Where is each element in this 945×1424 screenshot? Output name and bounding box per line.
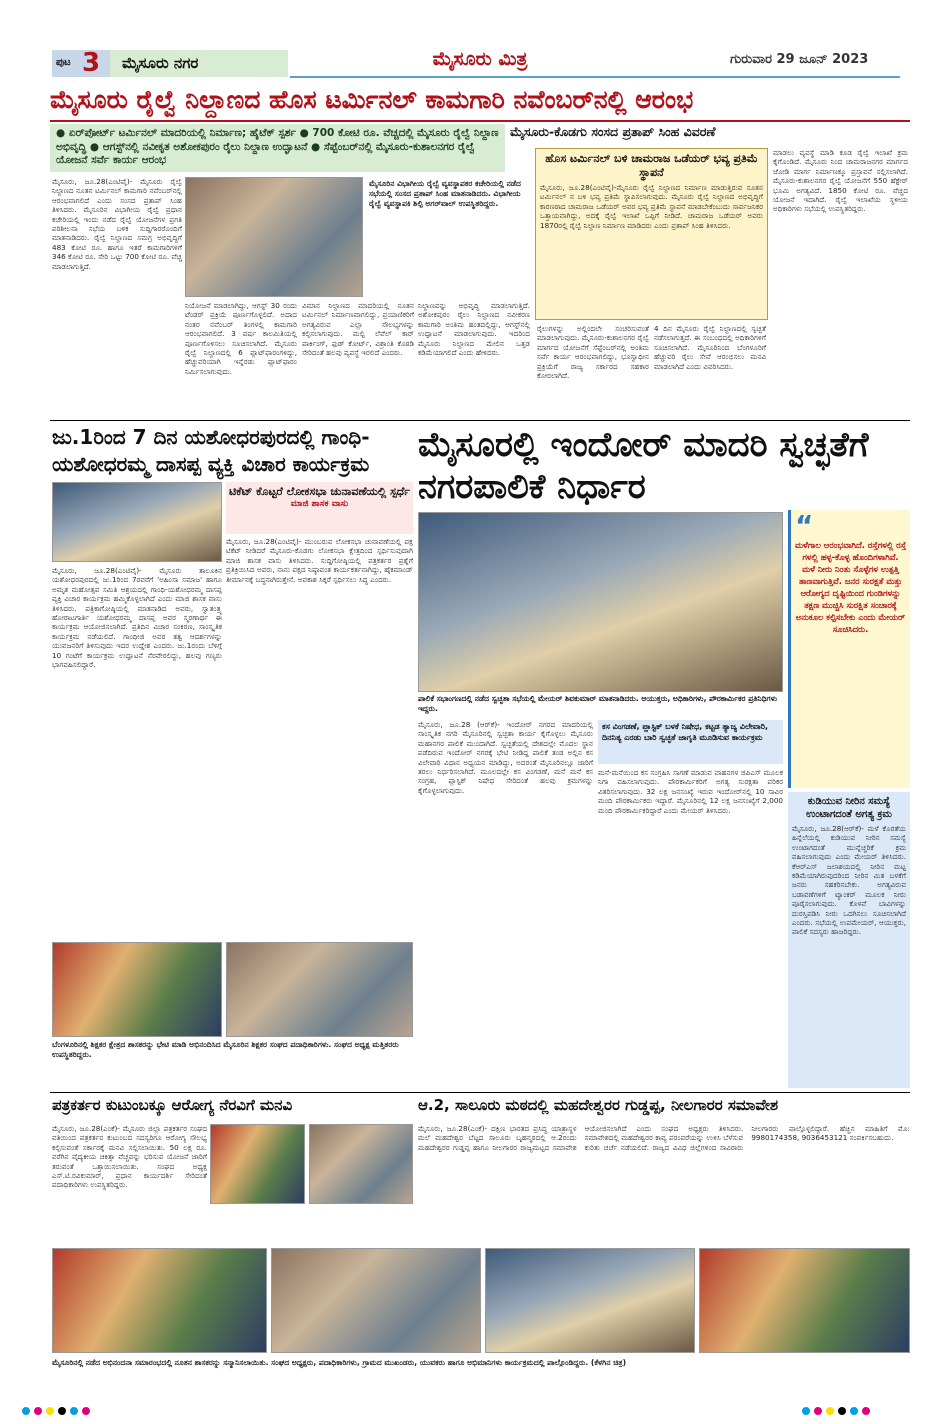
- story2-photo-caption: ಬೆಂಗಳೂರಿನಲ್ಲಿ ಶಿಕ್ಷಕರ ಕ್ಷೇತ್ರದ ಶಾಸಕರನ್ನು ಭೇಟಿ ಮಾಡಿ ಅಭಿನಂದಿಸಿದ ಮೈಸೂರಿನ ಶಿಕ್ಷಕರ ಸಂಘದ ಪದಾಧಿಕಾರಿಗಳು. ಸಂಘದ ಅಧ್ಯಕ್ಷ ಮತ್ತಿತರರು ಉಪಸ್ಥಿತರಿದ್ದರು.: [52, 1040, 399, 1059]
- lead-sidehead: ಮೈಸೂರು-ಕೊಡಗು ಸಂಸದ ಪ್ರತಾಪ್ ಸಿಂಹ ವಿವರಣೆ: [510, 124, 716, 139]
- quote-box: [788, 510, 910, 788]
- lead-col3: ವಿಮಾನ ನಿಲ್ದಾಣದ ಮಾದರಿಯಲ್ಲಿ ನೂತನ ಟರ್ಮಿನಲ್ ನಿರ್ಮಾಣವಾಗಲಿದ್ದು, ಪ್ರಯಾಣಿಕರಿಗೆ ಅಗತ್ಯವಿರುವ ಎಲ್ಲಾ ಸೌಲಭ್ಯಗಳನ್ನು ಕಲ್ಪಿಸಲಾಗುವುದು. ಮಲ್ಟಿ ಲೆವೆಲ್ ಕಾರ್ ಪಾರ್ಕಿಂಗ್, ಫುಡ್ ಕೋರ್ಟ್, ವಿಶ್ರಾಂತಿ ಕೊಠಡಿ ಸೇರಿದಂತೆ ಹಲವು ವ್ಯವಸ್ಥೆ ಇರಲಿದೆ ಎಂದರು.: [302, 301, 417, 358]
- section-name-box: [110, 50, 288, 77]
- bottom-photo-3: [485, 1248, 695, 1353]
- masthead-rule: [290, 76, 900, 78]
- lead-col5: ರೈಲುಗಳನ್ನು ಅಲ್ಲಿಂದಲೇ ಸಂಚರಿಸುವಂತೆ ಮಾಡಲಾಗುವುದು. ಮೈಸೂರು-ಕುಶಾಲನಗರ ರೈಲ್ವೆ ಮಾರ್ಗದ ಯೋಜನೆಗೆ ಸೆಪ್ಟೆಂಬರ್‌ನಲ್ಲಿ ಅಂತಿಮ ಸರ್ವೆ ಕಾರ್ಯ ಆರಂಭವಾಗಲಿದ್ದು, ಭೂಸ್ವಾಧೀನ ಪ್ರಕ್ರಿಯೆಗೆ ರಾಜ್ಯ ಸರ್ಕಾರದ ಸಹಕಾರ ಕೋರಲಾಗಿದೆ.: [537, 324, 652, 381]
- bottom-photo-1: [52, 1248, 267, 1353]
- story3-col1: ಮೈಸೂರು, ಜೂ.28 (ಆರ್‌ಕೆ)- ಇಂದೋರ್ ನಗರದ ಮಾದರಿಯಲ್ಲಿ ಸಾಂಸ್ಕೃತಿಕ ನಗರಿ ಮೈಸೂರಿನಲ್ಲಿ ಸ್ವಚ್ಛತಾ ಕಾರ್ಯ ಕೈಗೊಳ್ಳಲು ಮೈಸೂರು ಮಹಾನಗರ ಪಾಲಿಕೆ ಮುಂದಾಗಿದೆ. ಸ್ವಚ್ಛತೆಯಲ್ಲಿ ದೇಶದಲ್ಲೇ ಮೊದಲ ಸ್ಥಾನ ಪಡೆದಿರುವ ಇಂದೋರ್ ನಗರಕ್ಕೆ ಭೇಟಿ ನೀಡಿದ್ದ ಪಾಲಿಕೆ ತಂಡ ಅಲ್ಲಿನ ಕಸ ವಿಲೇವಾರಿ ವಿಧಾನ ಅಧ್ಯಯನ ಮಾಡಿದ್ದು, ಅದರಂತೆ ಮೈಸೂರಿನಲ್ಲೂ ಜಾರಿಗೆ ತರಲು ನಿರ್ಧರಿಸಲಾಗಿದೆ. ಮೂಲದಲ್ಲೇ ಕಸ ವಿಂಗಡಣೆ, ಮನೆ ಮನೆ ಕಸ ಸಂಗ್ರಹ, ಪ್ಲಾಸ್ಟಿಕ್ ನಿಷೇಧ ಸೇರಿದಂತೆ ಹಲವು ಕ್ರಮಗಳನ್ನು ಕೈಗೊಳ್ಳಲಾಗುವುದು.: [418, 720, 596, 795]
- story3-caption: ಪಾಲಿಕೆ ಸಭಾಂಗಣದಲ್ಲಿ ನಡೆದ ಸ್ವಚ್ಛತಾ ಸಭೆಯಲ್ಲಿ ಮೇಯರ್ ಶಿವಕುಮಾರ್ ಮಾತನಾಡಿದರು. ಆಯುಕ್ತರು, ಅಧಿಕಾರಿಗಳು, ಪೌರಕಾರ್ಮಿಕರ ಪ್ರತಿನಿಧಿಗಳು ಇದ್ದರು.: [418, 694, 778, 713]
- story4-headline: ಪತ್ರಕರ್ತರ ಕುಟುಂಬಕ್ಕೂ ಆರೋಗ್ಯ ನೆರವಿಗೆ ಮನವಿ: [52, 1096, 293, 1114]
- page-label: ಪುಟ: [56, 57, 71, 68]
- lead-col2: ನಿಯೋಜನೆ ಮಾಡಲಾಗಿದ್ದು, ಆಗಸ್ಟ್ 30 ರಂದು ಟೆಂಡರ್ ಪ್ರಕ್ರಿಯೆ ಪೂರ್ಣಗೊಳ್ಳಲಿದೆ. ಅದಾದ ನಂತರ ನವೆಂಬರ್ ತಿಂಗಳಲ್ಲಿ ಕಾಮಗಾರಿ ಆರಂಭವಾಗಲಿದೆ. 3 ವರ್ಷ ಕಾಲಮಿತಿಯಲ್ಲಿ ಪೂರ್ಣಗೊಳಿಸಲು ಸೂಚಿಸಲಾಗಿದೆ. ಮೈಸೂರು ರೈಲ್ವೆ ನಿಲ್ದಾಣದಲ್ಲಿ 6 ಪ್ಲಾಟ್‌ಫಾರಂಗಳಿದ್ದು, ಹೆಚ್ಚುವರಿಯಾಗಿ ಇನ್ನೆರಡು ಪ್ಲಾಟ್‌ಫಾರಂ ನಿರ್ಮಿಸಲಾಗುವುದು.: [185, 301, 300, 376]
- lead-deck: [50, 124, 505, 172]
- inset-box: [598, 720, 783, 764]
- lead-headline: ಮೈಸೂರು ರೈಲ್ವೆ ನಿಲ್ದಾಣದ ಹೊಸ ಟರ್ಮಿನಲ್ ಕಾಮಗಾರಿ ನವೆಂಬರ್‌ನಲ್ಲಿ ಆರಂಭ: [50, 85, 694, 114]
- story3-col2: ಮನೆ-ಮನೆಯಿಂದ ಕಸ ಸಂಗ್ರಹಿಸಿ ಸಾಗಣೆ ಮಾಡುವ ವಾಹನಗಳ ಜಿಪಿಎಸ್ ಮೂಲಕ ನಿಗಾ ವಹಿಸಲಾಗುವುದು. ಪೌರಕಾರ್ಮಿಕರಿಗೆ ಅಗತ್ಯ ಸುರಕ್ಷತಾ ಪರಿಕರ ವಿತರಿಸಲಾಗುವುದು. 32 ಲಕ್ಷ ಜನಸಂಖ್ಯೆ ಇರುವ ಇಂದೋರ್‌ನಲ್ಲಿ 10 ಸಾವಿರ ಮಂದಿ ಪೌರಕಾರ್ಮಿಕರು ಇದ್ದಾರೆ. ಮೈಸೂರಿನಲ್ಲಿ 12 ಲಕ್ಷ ಜನಸಂಖ್ಯೆಗೆ 2,000 ಮಂದಿ ಪೌರಕಾರ್ಮಿಕರಿದ್ದಾರೆ ಎಂದು ಮೇಯರ್ ತಿಳಿಸಿದರು.: [598, 768, 786, 815]
- registration-marks-left: [20, 1400, 140, 1414]
- story2-group-photo-1: [52, 942, 222, 1037]
- ticket-box-text: ಮೈಸೂರು, ಜೂ.28(ಎಂಟಿವೈ)- ಮುಂಬರುವ ಲೋಕಸಭಾ ಚುನಾವಣೆಯಲ್ಲಿ ಪಕ್ಷ ಟಿಕೆಟ್ ನೀಡಿದರೆ ಮೈಸೂರು-ಕೊಡಗು ಲೋಕಸಭಾ ಕ್ಷೇತ್ರದಿಂದ ಸ್ಪರ್ಧಿಸುವುದಾಗಿ ಮಾಜಿ ಶಾಸಕ ವಾಸು ತಿಳಿಸಿದರು. ಸುದ್ದಿಗೋಷ್ಠಿಯಲ್ಲಿ ಪತ್ರಕರ್ತರ ಪ್ರಶ್ನೆಗೆ ಪ್ರತಿಕ್ರಿಯಿಸಿದ ಅವರು, ನಾನು ಪಕ್ಷದ ನಿಷ್ಠಾವಂತ ಕಾರ್ಯಕರ್ತನಾಗಿದ್ದು, ಹೈಕಮಾಂಡ್ ತೀರ್ಮಾನಕ್ಕೆ ಬದ್ಧನಾಗಿರುತ್ತೇನೆ. ಅವಕಾಶ ಸಿಕ್ಕರೆ ಸ್ಪರ್ಧಿಸಲು ಸಿದ್ಧ ಎಂದರು.: [226, 537, 416, 584]
- inset-text: ಕಸ ವಿಂಗಡಣೆ, ಪ್ಲಾಸ್ಟಿಕ್ ಬಳಕೆ ನಿಷೇಧ, ಕಟ್ಟಡ ತ್ಯಾಜ್ಯ ವಿಲೇವಾರಿ, ದಿನನಿತ್ಯ ಎರಡು ಬಾರಿ ಸ್ವಚ್ಛತೆ ಜಾಗೃತಿ ಮೂಡಿಸುವ ಕಾರ್ಯಕ್ರಮ: [602, 722, 768, 742]
- story3-headline: ಮೈಸೂರಲ್ಲಿ ಇಂದೋರ್ ಮಾದರಿ ಸ್ವಚ್ಛತೆಗೆ ನಗರಪಾಲಿಕೆ ನಿರ್ಧಾರ: [418, 425, 869, 507]
- story4-text: ಮೈಸೂರು, ಜೂ.28(ಎಂಕೆ)- ಮೈಸೂರು ಜಿಲ್ಲಾ ಪತ್ರಕರ್ತರ ಸಂಘದ ವತಿಯಿಂದ ಪತ್ರಕರ್ತರ ಕುಟುಂಬದ ಸದಸ್ಯರಿಗೂ ಆರೋಗ್ಯ ಸೌಲಭ್ಯ ಕಲ್ಪಿಸುವಂತೆ ಸರ್ಕಾರಕ್ಕೆ ಮನವಿ ಸಲ್ಲಿಸಲಾಯಿತು. 50 ಲಕ್ಷ ರೂ. ವರೆಗಿನ ವೈದ್ಯಕೀಯ ಚಿಕಿತ್ಸಾ ವೆಚ್ಚವನ್ನು ಭರಿಸುವ ಯೋಜನೆ ಜಾರಿಗೆ ತರುವಂತೆ ಒತ್ತಾಯಿಸಲಾಯಿತು. ಸಂಘದ ಅಧ್ಯಕ್ಷ ಎಸ್.ಟಿ.ರವಿಕುಮಾರ್, ಪ್ರಧಾನ ಕಾರ್ಯದರ್ಶಿ ಸೇರಿದಂತೆ ಪದಾಧಿಕಾರಿಗಳು ಉಪಸ್ಥಿತರಿದ್ದರು.: [52, 1124, 210, 1190]
- registration-marks-right: [800, 1400, 920, 1414]
- story3-photo: [418, 512, 783, 692]
- story5-headline: ಆ.2, ಸಾಲೂರು ಮಠದಲ್ಲಿ ಮಹದೇಶ್ವರರ ಗುಡ್ಡಪ್ಪ, ನೀಲಗಾರರ ಸಮಾವೇಶ: [418, 1096, 779, 1114]
- masthead: [0, 0, 945, 80]
- quote-mark-icon: “: [795, 509, 814, 542]
- lead-col6: 4 ದಿನ ಮೈಸೂರು ರೈಲ್ವೆ ನಿಲ್ದಾಣದಲ್ಲಿ ಸ್ವಚ್ಛತೆ ನಡೆಸಲಾಗುತ್ತದೆ. ಈ ಸಂಬಂಧದಲ್ಲಿ ಅಧಿಕಾರಿಗಳಿಗೆ ಸೂಚಿಸಲಾಗಿದೆ. ಮೈಸೂರಿನಿಂದ ಬೆಂಗಳೂರಿಗೆ ಹೆಚ್ಚುವರಿ ರೈಲು ಸೇವೆ ಆರಂಭಿಸಲು ಮನವಿ ಮಾಡಲಾಗಿದೆ ಎಂದು ವಿವರಿಸಿದರು.: [654, 324, 769, 371]
- water-box: [788, 792, 910, 1088]
- meeting-photo-caption: ಮೈಸೂರಿನ ವಿಭಾಗೀಯ ರೈಲ್ವೆ ವ್ಯವಸ್ಥಾಪಕರ ಕಚೇರಿಯಲ್ಲಿ ನಡೆದ ಸಭೆಯಲ್ಲಿ ಸಂಸದ ಪ್ರತಾಪ್ ಸಿಂಹ ಮಾತನಾಡಿದರು. ವಿಭಾಗೀಯ ರೈಲ್ವೆ ವ್ಯವಸ್ಥಾಪಕಿ ಶಿಲ್ಪಿ ಅಗರ್‌ವಾಲ್ ಉಪಸ್ಥಿತರಿದ್ದರು.: [367, 177, 532, 297]
- water-box-title: ಕುಡಿಯುವ ನೀರಿನ ಸಮಸ್ಯೆ ಉಂಟಾಗದಂತೆ ಅಗತ್ಯ ಕ್ರಮ: [806, 796, 892, 820]
- meeting-photo: [185, 177, 363, 297]
- statue-box: [535, 148, 768, 320]
- story2-headline: ಜು.1ರಿಂದ 7 ದಿನ ಯಶೋಧರಪುರದಲ್ಲಿ ಗಾಂಧಿ-ಯಶೋಧರಮ್ಮ ದಾಸಪ್ಪ ವ್ಯಕ್ತಿ ವಿಚಾರ ಕಾರ್ಯಕ್ರಮ: [52, 425, 370, 476]
- story2-photo: [52, 482, 222, 562]
- lead-col7: ಮಾಡಲು ವ್ಯವಸ್ಥೆ ಮಾಡಿ ಕೂಡ ರೈಲ್ವೆ ಇಲಾಖೆ ಕ್ರಮ ಕೈಗೊಂಡಿದೆ. ಮೈಸೂರು ನಿಂದ ಚಾಮರಾಜನಗರ ಮಾರ್ಗದ ಜೋಡಿ ಮಾರ್ಗ ನಿರ್ಮಾಣಕ್ಕೂ ಪ್ರಸ್ತಾವನೆ ಸಲ್ಲಿಸಲಾಗಿದೆ. ಮೈಸೂರು-ಕುಶಾಲನಗರ ರೈಲ್ವೆ ಯೋಜನೆಗೆ 550 ಹೆಕ್ಟೇರ್ ಭೂಮಿ ಅಗತ್ಯವಿದೆ. 1850 ಕೋಟಿ ರೂ. ವೆಚ್ಚದ ಯೋಜನೆ ಇದಾಗಿದೆ. ರೈಲ್ವೆ ಇಲಾಖೆಯ ಸ್ಥಳೀಯ ಅಧಿಕಾರಿಗಳು ಸಭೆಯಲ್ಲಿ ಉಪಸ್ಥಿತರಿದ್ದರು.: [773, 148, 911, 214]
- issue-date: ಗುರುವಾರ 29 ಜೂನ್ 2023: [730, 52, 869, 67]
- lead-deck-text: ● ಏರ್‌ಪೋರ್ಟ್ ಟರ್ಮಿನಲ್ ಮಾದರಿಯಲ್ಲಿ ನಿರ್ಮಾಣ; ಹೈಟೆಕ್ ಸ್ಪರ್ಶ ● 700 ಕೋಟಿ ರೂ. ವೆಚ್ಚದಲ್ಲಿ ಮೈಸೂರು ರೈಲ್ವೆ ನಿಲ್ದಾಣ ಅಭಿವೃದ್ಧಿ ● ಆಗಸ್ಟ್‌ನಲ್ಲಿ ನವೀಕೃತ ಅಶೋಕಪುರಂ ರೈಲು ನಿಲ್ದಾಣ ಉದ್ಘಾಟನೆ ● ಸೆಪ್ಟೆಂಬರ್‌ನಲ್ಲಿ ಮೈಸೂರು-ಕುಶಾಲನಗರ ರೈಲ್ವೆ ಯೋಜನೆ ಸರ್ವೆ ಕಾರ್ಯ ಆರಂಭ: [56, 127, 499, 166]
- ticket-box: [226, 482, 413, 534]
- lead-col1: ಮೈಸೂರು, ಜೂ.28(ಎಂಟಿವೈ)- ಮೈಸೂರು ರೈಲ್ವೆ ನಿಲ್ದಾಣದ ನೂತನ ಟರ್ಮಿನಲ್ ಕಾಮಗಾರಿ ನವೆಂಬರ್‌ನಲ್ಲಿ ಆರಂಭವಾಗಲಿದೆ ಎಂದು ಸಂಸದ ಪ್ರತಾಪ್ ಸಿಂಹ ತಿಳಿಸಿದರು. ಮೈಸೂರಿನ ವಿಭಾಗೀಯ ರೈಲ್ವೆ ಪ್ರಧಾನ ಕಚೇರಿಯಲ್ಲಿ ಇಂದು ನಡೆದ ರೈಲ್ವೆ ಯೋಜನೆಗಳ ಪ್ರಗತಿ ಪರಿಶೀಲನಾ ಸಭೆಯ ಬಳಿಕ ಸುದ್ದಿಗಾರರೊಂದಿಗೆ ಮಾತನಾಡಿದರು. ರೈಲ್ವೆ ನಿಲ್ದಾಣದ ಸಮಗ್ರ ಅಭಿವೃದ್ಧಿಗೆ 483 ಕೋಟಿ ರೂ. ಹಾಗೂ ಇತರೆ ಕಾಮಗಾರಿಗಳಿಗೆ 346 ಕೋಟಿ ರೂ. ಸೇರಿ ಒಟ್ಟು 700 ಕೋಟಿ ರೂ. ವೆಚ್ಚ ಮಾಡಲಾಗುತ್ತಿದೆ.: [52, 177, 185, 271]
- mid-bottom-rule: [50, 1092, 910, 1093]
- bottom-photo-4: [699, 1248, 910, 1353]
- story4-photo-1: [210, 1124, 305, 1204]
- section-name: ಮೈಸೂರು ನಗರ: [122, 54, 199, 72]
- statue-box-title: ಹೊಸ ಟರ್ಮಿನಲ್ ಬಳಿ ಚಾಮರಾಜ ಒಡೆಯರ್ ಭವ್ಯ ಪ್ರತಿಮೆ ಸ್ಥಾಪನೆ: [545, 152, 758, 179]
- story5-text: ಮೈಸೂರು, ಜೂ.28(ಎಂಕೆ)- ದಕ್ಷಿಣ ಭಾರತದ ಪ್ರಸಿದ್ಧ ಯಾತ್ರಾಸ್ಥಳ ಮಲೆ ಮಹದೇಶ್ವರ ಬೆಟ್ಟದ ಸಾಲೂರು ಬೃಹನ್ಮಠದಲ್ಲಿ ಆ.2ರಂದು ಮಹದೇಶ್ವರರ ಗುಡ್ಡಪ್ಪ ಹಾಗೂ ನೀಲಗಾರರ ರಾಜ್ಯಮಟ್ಟದ ಸಮಾವೇಶ ಆಯೋಜಿಸಲಾಗಿದೆ ಎಂದು ಸಂಘದ ಅಧ್ಯಕ್ಷರು ತಿಳಿಸಿದರು. ಸಮಾವೇಶದಲ್ಲಿ ಮಹದೇಶ್ವರರ ಕಾವ್ಯ ಪರಂಪರೆಯನ್ನು ಉಳಿಸಿ ಬೆಳೆಸುವ ಕುರಿತು ಚರ್ಚೆ ನಡೆಯಲಿದೆ. ರಾಜ್ಯದ ವಿವಿಧ ಜಿಲ್ಲೆಗಳಿಂದ ಸಾವಿರಾರು ನೀಲಗಾರರು ಪಾಲ್ಗೊಳ್ಳಲಿದ್ದಾರೆ. ಹೆಚ್ಚಿನ ಮಾಹಿತಿಗೆ ಮೊ: 9980174358, 9036453121 ಸಂಪರ್ಕಿಸಬಹುದು.: [418, 1124, 913, 1152]
- lead-bottom-rule: [50, 420, 910, 421]
- bottom-caption: ಮೈಸೂರಿನಲ್ಲಿ ನಡೆದ ಅಭಿನಂದನಾ ಸಮಾರಂಭದಲ್ಲಿ ನೂತನ ಶಾಸಕರನ್ನು ಸನ್ಮಾನಿಸಲಾಯಿತು. ಸಂಘದ ಅಧ್ಯಕ್ಷರು, ಪದಾಧಿಕಾರಿಗಳು, ಗ್ರಾಮದ ಮುಖಂಡರು, ಯುವಕರು ಹಾಗೂ ಅಭಿಮಾನಿಗಳು ಕಾರ್ಯಕ್ರಮದಲ್ಲಿ ಪಾಲ್ಗೊಂಡಿದ್ದರು. (ಕೆಳಗಿನ ಚಿತ್ರ): [52, 1358, 627, 1367]
- page-label-box: [52, 50, 110, 77]
- story4-photo-2: [309, 1124, 413, 1204]
- quote-text: ಮಳೆಗಾಲ ಆರಂಭವಾಗಿದೆ. ರಸ್ತೆಗಳಲ್ಲಿ ರಸ್ತೆ ಗಳಲ್ಲಿ ಹಳ್ಳ-ಕೊಳ್ಳ ಹೊಂದಿಗಳಾಗಿವೆ. ಮಳೆ ನೀರು ನಿಂತು ಸೊಳ್ಳೆಗಳ ಉತ್ಪತ್ತಿ ತಾಣವಾಗುತ್ತಿವೆ. ಜನರ ಸುರಕ್ಷತೆ ಮತ್ತು ಆರೋಗ್ಯದ ದೃಷ್ಟಿಯಿಂದ ಗುಂಡಿಗಳನ್ನು ತಕ್ಷಣ ಮುಚ್ಚಿಸಿ ಸುರಕ್ಷಿತ ಸಂಚಾರಕ್ಕೆ ಅನುಕೂಲ ಕಲ್ಪಿಸಬೇಕು ಎಂದು ಮೇಯರ್ ಸೂಚಿಸಿದರು.: [795, 540, 906, 634]
- paper-name: ಮೈಸೂರು ಮಿತ್ರ: [432, 48, 528, 70]
- ticket-box-title: ಟಿಕೆಟ್ ಕೊಟ್ಟರೆ ಲೋಕಸಭಾ ಚುನಾವಣೆಯಲ್ಲಿ ಸ್ಪರ್ಧೆ: [229, 485, 410, 498]
- lead-headline-rule: [50, 120, 910, 122]
- story2-group-photo-2: [226, 942, 413, 1037]
- ticket-box-byline: ಮಾಜಿ ಶಾಸಕ ವಾಸು: [290, 499, 349, 509]
- page-number: 3: [82, 48, 101, 78]
- water-box-text: ಮೈಸೂರು, ಜೂ.28(ಆರ್‌ಕೆ)- ಮಳೆ ಕೊರತೆಯ ಹಿನ್ನೆಲೆಯಲ್ಲಿ ಕುಡಿಯುವ ನೀರಿನ ಸಮಸ್ಯೆ ಉಂಟಾಗದಂತೆ ಮುನ್ನೆಚ್ಚರಿಕೆ ಕ್ರಮ ವಹಿಸಲಾಗುವುದು ಎಂದು ಮೇಯರ್ ತಿಳಿಸಿದರು. ಕೆಆರ್‌ಎಸ್ ಜಲಾಶಯದಲ್ಲಿ ನೀರಿನ ಮಟ್ಟ ಕಡಿಮೆಯಾಗಿರುವುದರಿಂದ ನೀರಿನ ಮಿತ ಬಳಕೆಗೆ ಜನರು ಸಹಕರಿಸಬೇಕು. ಅಗತ್ಯವಿರುವ ಬಡಾವಣೆಗಳಿಗೆ ಟ್ಯಾಂಕರ್ ಮೂಲಕ ನೀರು ಪೂರೈಸಲಾಗುವುದು. ಕೊಳವೆ ಬಾವಿಗಳನ್ನು ದುರಸ್ತಿಪಡಿಸಿ ನೀರು ಒದಗಿಸಲು ಸೂಚಿಸಲಾಗಿದೆ ಎಂದರು. ಸಭೆಯಲ್ಲಿ ಉಪಮೇಯರ್, ಆಯುಕ್ತರು, ಪಾಲಿಕೆ ಸದಸ್ಯರು ಹಾಜರಿದ್ದರು.: [792, 824, 909, 937]
- statue-box-text: ಮೈಸೂರು, ಜೂ.28(ಎಂಟಿವೈ)-ಮೈಸೂರು ರೈಲ್ವೆ ನಿಲ್ದಾಣದ ನಿರ್ಮಾಣ ಮಾಡುತ್ತಿರುವ ನೂತನ ಟರ್ಮಿನಲ್ ನ ಬಳಿ ಭವ್ಯ ಪ್ರತಿಮೆ ಸ್ಥಾಪಿಸಲಾಗುವುದು. ಮೈಸೂರು ರೈಲ್ವೆ ನಿಲ್ದಾಣದ ಅಭಿವೃದ್ಧಿಗೆ ಕಾರಣರಾದ ಚಾಮರಾಜ ಒಡೆಯರ್ ಅವರ ಭವ್ಯ ಪ್ರತಿಮೆ ಸ್ಥಾಪನೆ ಮಾಡಬೇಕೆಂಬುದು ಸಾರ್ವಜನಿಕರ ಒತ್ತಾಯವಾಗಿದ್ದು, ಅದಕ್ಕೆ ರೈಲ್ವೆ ಇಲಾಖೆ ಒಪ್ಪಿಗೆ ನೀಡಿದೆ. ಚಾಮರಾಜ ಒಡೆಯರ್ ಅವರು 1870ರಲ್ಲಿ ರೈಲ್ವೆ ನಿಲ್ದಾಣ ನಿರ್ಮಾಣ ಮಾಡಿದರು ಎಂದು ಪ್ರತಾಪ್ ಸಿಂಹ ತಿಳಿಸಿದರು.: [540, 183, 766, 230]
- story2-col1: ಮೈಸೂರು, ಜೂ.28(ಎಂಟಿವೈ)- ಮೈಸೂರು ತಾಲೂಕಿನ ಯಶೋಧರಪುರದಲ್ಲಿ ಜು.1ರಿಂದ 7ರವರೆಗೆ 'ಅಹಿಂಸಾ ಸಮಾಜ' ಹಾಗೂ ಅಮೃತ ಮಹೋತ್ಸವ ಸಮಿತಿ ಆಶ್ರಯದಲ್ಲಿ ಗಾಂಧಿ-ಯಶೋಧರಮ್ಮ ದಾಸಪ್ಪ ವ್ಯಕ್ತಿ ವಿಚಾರ ಕಾರ್ಯಕ್ರಮ ಹಮ್ಮಿಕೊಳ್ಳಲಾಗಿದೆ ಎಂದು ಮಾಜಿ ಶಾಸಕ ವಾಸು ತಿಳಿಸಿದರು. ಪತ್ರಿಕಾಗೋಷ್ಠಿಯಲ್ಲಿ ಮಾತನಾಡಿದ ಅವರು, ಸ್ವಾತಂತ್ರ್ಯ ಹೋರಾಟಗಾರ್ತಿ ಯಶೋಧರಮ್ಮ ದಾಸಪ್ಪ ಅವರ ಸ್ಮರಣಾರ್ಥ ಈ ಕಾರ್ಯಕ್ರಮ ಆಯೋಜಿಸಲಾಗಿದೆ. ಪ್ರತಿದಿನ ವಿಚಾರ ಸಂಕಿರಣ, ಸಾಂಸ್ಕೃತಿಕ ಕಾರ್ಯಕ್ರಮ ನಡೆಯಲಿದೆ. ಗಾಂಧೀಜಿ ಅವರ ತತ್ವ ಆದರ್ಶಗಳನ್ನು ಯುವಜನರಿಗೆ ತಿಳಿಸುವುದು ಇದರ ಉದ್ದೇಶ ಎಂದರು. ಜು.1ರಂದು ಬೆಳಿಗ್ಗೆ 10 ಗಂಟೆಗೆ ಕಾರ್ಯಕ್ರಮ ಉದ್ಘಾಟನೆ ನೆರವೇರಲಿದ್ದು, ಹಲವು ಗಣ್ಯರು ಭಾಗವಹಿಸಲಿದ್ದಾರೆ.: [52, 566, 225, 670]
- bottom-photo-2: [271, 1248, 481, 1353]
- lead-col4: ನಿಲ್ದಾಣವನ್ನು ಅಭಿವೃದ್ಧಿ ಮಾಡಲಾಗುತ್ತಿದೆ. ಅಶೋಕಪುರಂ ರೈಲು ನಿಲ್ದಾಣದ ನವೀಕರಣ ಕಾಮಗಾರಿ ಅಂತಿಮ ಹಂತದಲ್ಲಿದ್ದು, ಆಗಸ್ಟ್‌ನಲ್ಲಿ ಉದ್ಘಾಟನೆ ಮಾಡಲಾಗುವುದು. ಇದರಿಂದ ಮೈಸೂರು ನಿಲ್ದಾಣದ ಮೇಲಿನ ಒತ್ತಡ ಕಡಿಮೆಯಾಗಲಿದೆ ಎಂದು ಹೇಳಿದರು.: [418, 301, 533, 358]
